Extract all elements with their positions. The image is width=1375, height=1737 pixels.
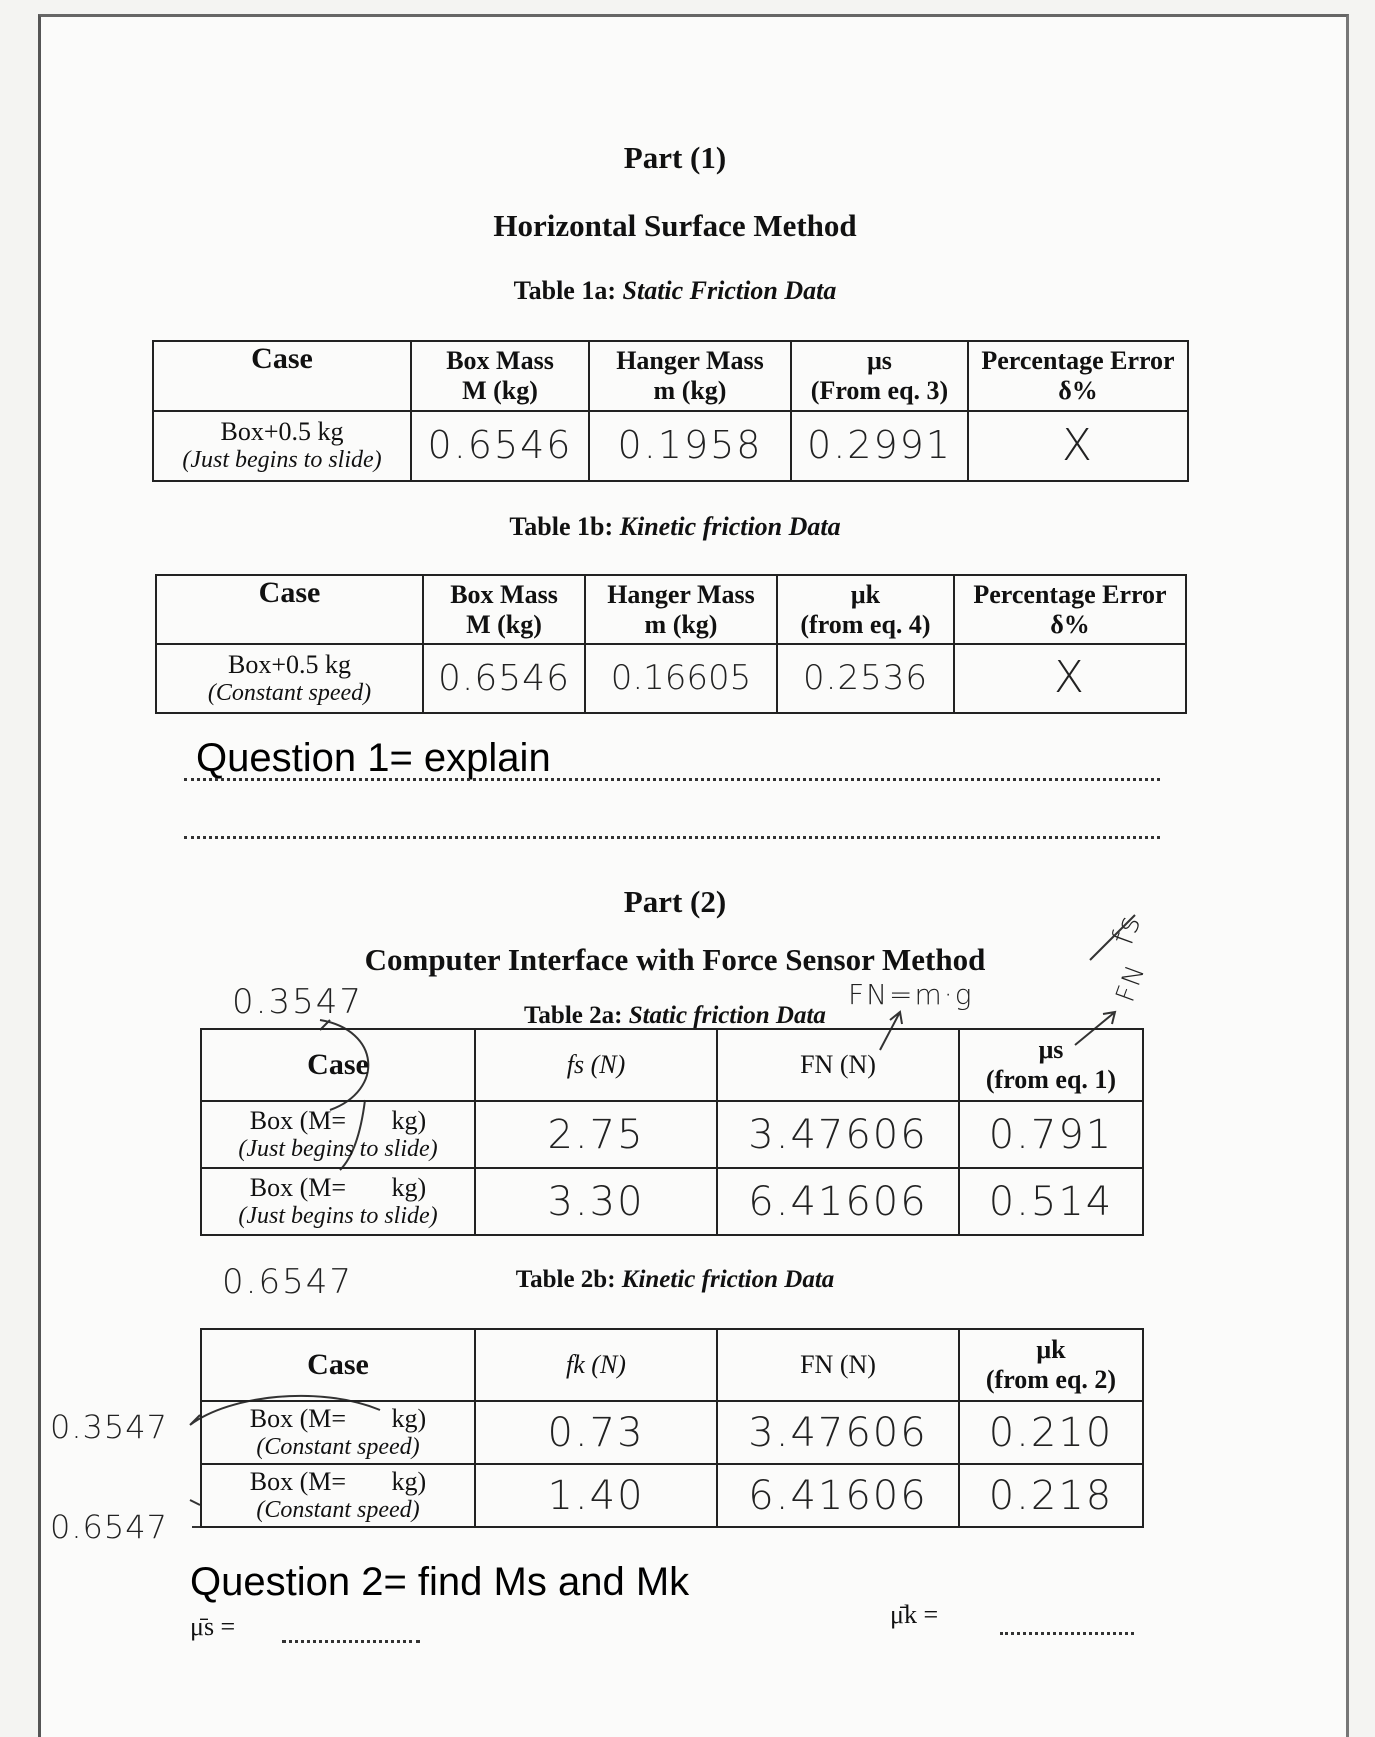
table2a-row2-fs: 3.30 xyxy=(475,1168,717,1235)
table1b-mu-k: 0.2536 xyxy=(777,644,954,713)
fraction-bar xyxy=(1090,915,1135,960)
part1-title: Part (1) xyxy=(623,140,727,175)
table2a-row1-fs: 2.75 xyxy=(475,1101,717,1168)
table2b-header-case: Case xyxy=(201,1329,475,1401)
table1b-header-box-mass: Box Mass M (kg) xyxy=(423,575,585,644)
table2b-row1-fn: 3.47606 xyxy=(717,1401,959,1464)
table2b-header-mu-k: μk (from eq. 2) xyxy=(959,1329,1143,1401)
table1b-caption-prefix: Table 1b: xyxy=(509,512,614,541)
table1a-caption-prefix: Table 1a: xyxy=(513,276,617,305)
table1a-case: Box+0.5 kg (Just begins to slide) xyxy=(153,411,411,481)
table2b-caption-prefix: Table 2b: xyxy=(515,1266,616,1293)
table2b-header-fk: fk (N) xyxy=(475,1329,717,1401)
part2-subtitle: Computer Interface with Force Sensor Method xyxy=(364,942,986,977)
table1a-box-mass: 0.6546 xyxy=(411,411,589,481)
table1a-caption-title: Static Friction Data xyxy=(622,276,837,305)
table2b-caption-title: Kinetic friction Data xyxy=(621,1266,835,1293)
table2a-row2-case: Box (M= kg) (Just begins to slide) xyxy=(201,1168,475,1235)
table-row xyxy=(201,1464,1143,1527)
table2b-row2-fn: 6.41606 xyxy=(717,1464,959,1527)
table2a-header-fs: fs (N) xyxy=(475,1029,717,1101)
table1b-error: X xyxy=(954,644,1186,713)
table-2a xyxy=(200,1028,1144,1236)
table1a-header-box-mass: Box Mass M (kg) xyxy=(411,341,589,411)
note-fs: fs xyxy=(1105,909,1149,950)
table2a-row2-mu: 0.514 xyxy=(959,1168,1143,1235)
table2b-row2-mu: 0.218 xyxy=(959,1464,1143,1527)
table2b-row1-mu: 0.210 xyxy=(959,1401,1143,1464)
table1b-header-error: Percentage Error δ% xyxy=(954,575,1186,644)
part1-subtitle: Horizontal Surface Method xyxy=(493,208,857,243)
table2b-row2-fk: 1.40 xyxy=(475,1464,717,1527)
table1b-header-case: Case xyxy=(156,575,423,644)
table2a-row1-mu: 0.791 xyxy=(959,1101,1143,1168)
mu-k-label: μ̄k = xyxy=(890,1600,939,1629)
part2-title: Part (2) xyxy=(623,884,727,919)
note-side-a: 0.3547 xyxy=(50,1408,168,1446)
note-fn-formula: FN=m·g xyxy=(848,978,974,1011)
table2a-caption-prefix: Table 2a: xyxy=(524,1002,623,1029)
table2b-caption xyxy=(0,1266,1350,1294)
table2b-header-fn: FN (N) xyxy=(717,1329,959,1401)
table-2b xyxy=(200,1328,1144,1528)
table1a-header-case: Case xyxy=(153,341,411,411)
note-fn: FN xyxy=(1110,959,1152,1007)
table1a-hanger-mass: 0.1958 xyxy=(589,411,791,481)
table2b-row1-case: Box (M= kg) (Constant speed) xyxy=(201,1401,475,1464)
table2a-header-case: Case xyxy=(201,1029,475,1101)
table1b-header-mu-k: μk (from eq. 4) xyxy=(777,575,954,644)
table2a-row1-fn: 3.47606 xyxy=(717,1101,959,1168)
table-row xyxy=(201,1101,1143,1168)
note-side-b: 0.6547 xyxy=(50,1508,168,1546)
table1b-header-hanger-mass: Hanger Mass m (kg) xyxy=(585,575,777,644)
mu-s-answer-line xyxy=(282,1640,420,1643)
table-row xyxy=(201,1168,1143,1235)
table1a-header-mu-s: μs (From eq. 3) xyxy=(791,341,968,411)
table1b-caption-title: Kinetic friction Data xyxy=(619,512,841,541)
mu-s-label: μ̄s = xyxy=(190,1612,236,1641)
table1a-mu-s: 0.2991 xyxy=(791,411,968,481)
table2a-header-mu-s: μs (from eq. 1) xyxy=(959,1029,1143,1101)
note-mass-b: 0.6547 xyxy=(222,1262,353,1302)
table2a-caption-title: Static friction Data xyxy=(628,1002,826,1029)
question-2: Question 2= find Ms and Mk xyxy=(190,1560,690,1604)
table2a-row2-fn: 6.41606 xyxy=(717,1168,959,1235)
table2b-row2-case: Box (M= kg) (Constant speed) xyxy=(201,1464,475,1527)
table-row xyxy=(201,1401,1143,1464)
table2a-caption xyxy=(515,1002,835,1030)
table1b-case: Box+0.5 kg (Constant speed) xyxy=(156,644,423,713)
table2a-row1-case: Box (M= kg) (Just begins to slide) xyxy=(201,1101,475,1168)
mu-k-answer-line xyxy=(1000,1632,1134,1635)
table1a-header-error: Percentage Error δ% xyxy=(968,341,1188,411)
table1a-error: X xyxy=(968,411,1188,481)
table1b-box-mass: 0.6546 xyxy=(423,644,585,713)
note-mass-a: 0.3547 xyxy=(232,982,363,1022)
question-1: Question 1= explain xyxy=(196,736,551,780)
table1a-header-hanger-mass: Hanger Mass m (kg) xyxy=(589,341,791,411)
table1b-hanger-mass: 0.16605 xyxy=(585,644,777,713)
table2a-header-fn: FN (N) xyxy=(717,1029,959,1101)
table2b-row1-fk: 0.73 xyxy=(475,1401,717,1464)
